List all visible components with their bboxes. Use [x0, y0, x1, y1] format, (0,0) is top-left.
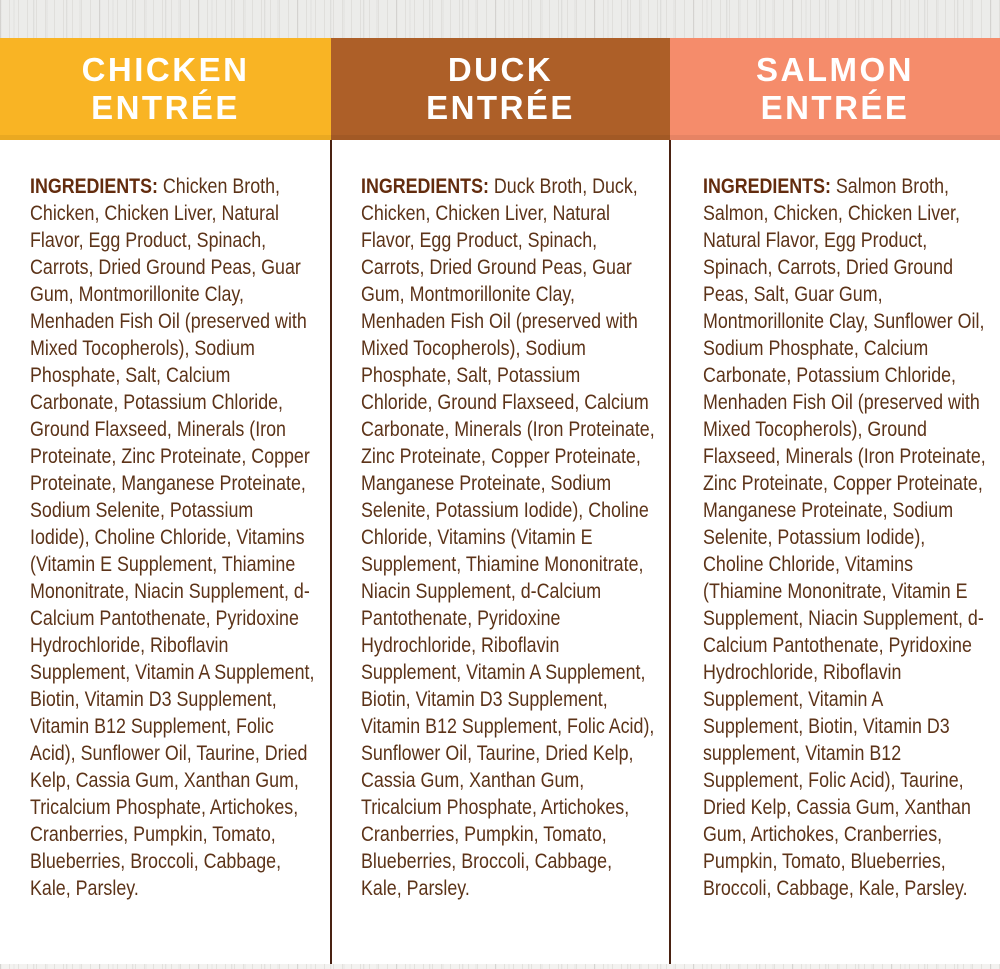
duck-entree-header — [331, 38, 670, 140]
duck-ingredients-body — [331, 140, 670, 964]
header-line-1: CHICKEN — [81, 51, 250, 88]
ingredients-text: Salmon Broth, Salmon, Chicken, Chicken Liver, Natural Flavor, Egg Product, Spinach, Carrots, Dried Ground Peas, Salt, Guar Gum, Montmorillonite Clay, Sunflower Oil, Sodium Phosphate, Calcium Carbonate, Potassium Chloride, Menhaden Fish Oil (preserved with Mixed Tocopherols), Ground Flaxseed, Minerals (Iron Proteinate, Zinc Proteinate, Copper Proteinate, Manganese Proteinate, Sodium Selenite, Potassium Iodide), Choline Chloride, Vitamins (Thiamine Mononitrate, Vitamin E Supplement, Niacin Supplement, d-Calcium Pantothenate, Pyridoxine Hydrochloride, Riboflavin Supplement, Vitamin A Supplement, Biotin, Vitamin D3 supplement, Vitamin B12 Supplement, Folic Acid), Taurine, Dried Kelp, Cassia Gum, Xanthan Gum, Artichokes, Cranberries, Pumpkin, Tomato, Blueberries, Broccoli, Cabbage, Kale, Parsley. — [703, 175, 986, 900]
header-line-1: SALMON — [756, 51, 914, 88]
header-line-2: ENTRÉE — [426, 89, 575, 126]
header-line-2: ENTRÉE — [91, 89, 240, 126]
ingredients-text: Duck Broth, Duck, Chicken, Chicken Liver, Natural Flavor, Egg Product, Spinach, Carrots, Dried Ground Peas, Guar Gum, Montmorillonite Clay, Menhaden Fish Oil (preserved with Mixed Tocopherols), Sodium Phosphate, Salt, Potassium Chloride, Ground Flaxseed, Calcium Carbonate, Minerals (Iron Proteinate, Zinc Proteinate, Copper Proteinate, Manganese Proteinate, Sodium Selenite, Potassium Iodide), Choline Chloride, Vitamins (Vitamin E Supplement, Thiamine Mononitrate, Niacin Supplement, d-Calcium Pantothenate, Pyridoxine Hydrochloride, Riboflavin Supplement, Vitamin A Supplement, Biotin, Vitamin D3 Supplement, Vitamin B12 Supplement, Folic Acid), Sunflower Oil, Taurine, Dried Kelp, Cassia Gum, Xanthan Gum, Tricalcium Phosphate, Artichokes, Cranberries, Pumpkin, Tomato, Blueberries, Broccoli, Cabbage, Kale, Parsley. — [361, 175, 655, 900]
column-duck — [331, 38, 670, 964]
header-line-1: DUCK — [447, 51, 554, 88]
column-divider — [330, 140, 332, 964]
chicken-ingredients-paragraph — [30, 173, 317, 902]
chicken-ingredients-body — [0, 140, 331, 964]
ingredients-label: INGREDIENTS: — [703, 175, 831, 198]
salmon-ingredients-paragraph — [703, 173, 986, 902]
column-chicken — [0, 38, 331, 964]
column-divider — [669, 140, 671, 964]
ingredients-label: INGREDIENTS: — [361, 175, 489, 198]
duck-ingredients-paragraph — [361, 173, 656, 902]
salmon-entree-header — [670, 38, 1000, 140]
header-line-2: ENTRÉE — [760, 89, 910, 126]
column-salmon — [670, 38, 1000, 964]
ingredients-text: Chicken Broth, Chicken, Chicken Liver, Natural Flavor, Egg Product, Spinach, Carrots, Dried Ground Peas, Guar Gum, Montmorillonite Clay, Menhaden Fish Oil (preserved with Mixed Tocopherols), Sodium Phosphate, Salt, Calcium Carbonate, Potassium Chloride, Ground Flaxseed, Minerals (Iron Proteinate, Zinc Proteinate, Copper Proteinate, Manganese Proteinate, Sodium Selenite, Potassium Iodide), Choline Chloride, Vitamins (Vitamin E Supplement, Thiamine Mononitrate, Niacin Supplement, d-Calcium Pantothenate, Pyridoxine Hydrochloride, Riboflavin Supplement, Vitamin A Supplement, Biotin, Vitamin D3 Supplement, Vitamin B12 Supplement, Folic Acid), Sunflower Oil, Taurine, Dried Kelp, Cassia Gum, Xanthan Gum, Tricalcium Phosphate, Artichokes, Cranberries, Pumpkin, Tomato, Blueberries, Broccoli, Cabbage, Kale, Parsley. — [30, 175, 315, 900]
chicken-entree-header — [0, 38, 331, 140]
columns-container — [0, 38, 1000, 964]
ingredients-label: INGREDIENTS: — [30, 175, 158, 198]
salmon-ingredients-body — [670, 140, 1000, 964]
